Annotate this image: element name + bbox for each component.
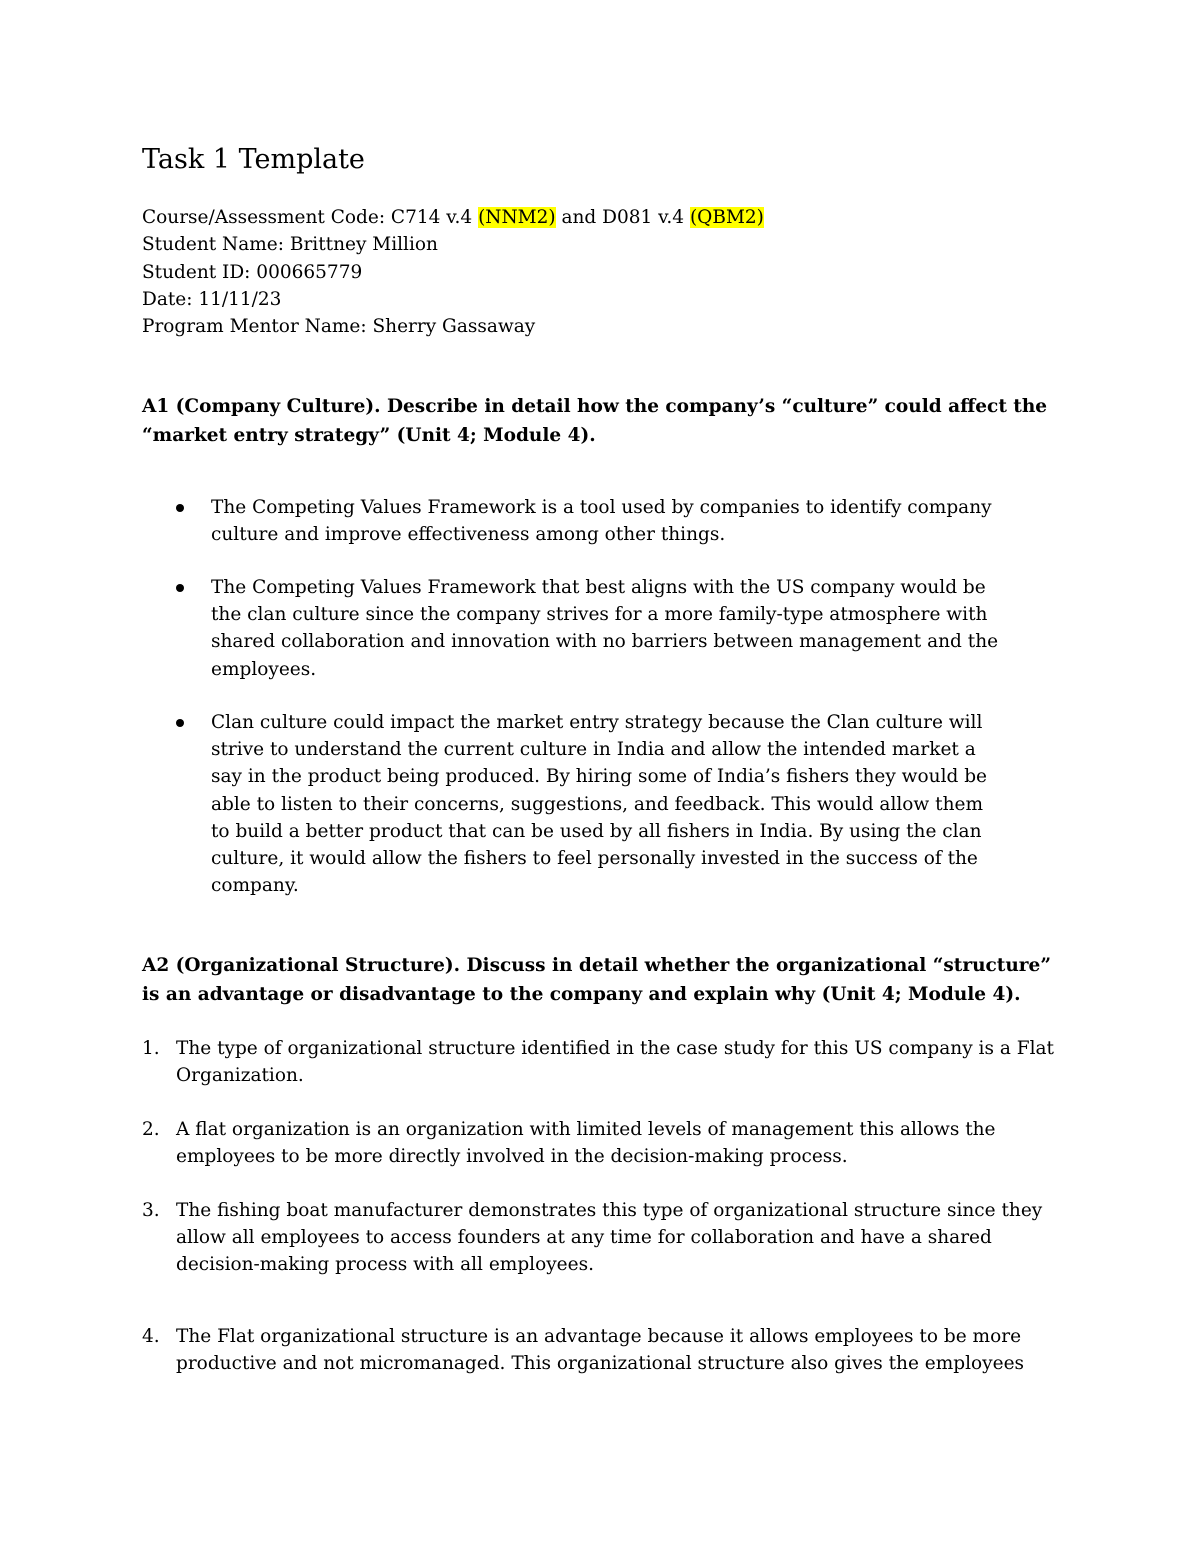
list-number: 2. [142,1119,160,1140]
course-code-mid: and D081 v.4 [555,207,690,228]
bullet-icon [176,584,184,592]
course-code-line [142,204,764,231]
page-title: Task 1 Template [142,144,365,175]
course-code-prefix: Course/Assessment Code: C714 v.4 [142,207,479,228]
bullet-icon [176,719,184,727]
bullet-icon [176,504,184,512]
student-id: Student ID: 000665779 [142,261,363,283]
list-number: 4. [142,1326,160,1347]
section-a2-heading: A2 (Organizational Structure). Discuss in detail whether the organizational “structure” is an advantage or disadvantage to the company and explain why (Unit 4; Module 4). [142,955,1051,1005]
a2-item-2: A flat organization is an organization with limited levels of management this allows the employees to be more directly involved in the decision-making process. [176,1119,996,1168]
course-code-highlight-1: (NNM2) [478,207,556,228]
a1-bullet-3: Clan culture could impact the market entry strategy because the Clan culture will strive to understand the current culture in India and allow the intended market a say in the product being produced. By hiring some of India’s fishers they would be able to listen to their concerns, suggestions, and feedback. This would allow them to build a better product that can be used by all fishers in India. By using the clan culture, it would allow the fishers to feel personally invested in the success of the company. [211,712,987,897]
program-mentor: Program Mentor Name: Sherry Gassaway [142,316,536,338]
a2-item-1: The type of organizational structure identified in the case study for this US company is a Flat Organization. [176,1038,1054,1087]
list-number: 3. [142,1200,160,1221]
section-a1-heading: A1 (Company Culture). Describe in detail how the company’s “culture” could affect the “market entry strategy” (Unit 4; Module 4). [142,396,1048,446]
student-name: Student Name: Brittney Million [142,234,438,256]
a1-bullet-2: The Competing Values Framework that best aligns with the US company would be the clan culture since the company strives for a more family-type atmosphere with shared collaboration and innovation with no barriers between management and the employees. [211,577,999,680]
document-metadata [142,204,764,340]
date: Date: 11/11/23 [142,288,282,310]
a2-item-4: The Flat organizational structure is an advantage because it allows employees to be more productive and not micromanaged. This organizational structure also gives the employees [176,1326,1025,1375]
a2-item-3: The fishing boat manufacturer demonstrates this type of organizational structure since they allow all employees to access founders at any time for collaboration and have a shared decision-making process with all employees. [176,1200,1043,1276]
course-code-highlight-2: (QBM2) [689,207,764,228]
list-number: 1. [142,1038,160,1059]
a1-bullet-1: The Competing Values Framework is a tool used by companies to identify company culture and improve effectiveness among other things. [211,497,992,546]
